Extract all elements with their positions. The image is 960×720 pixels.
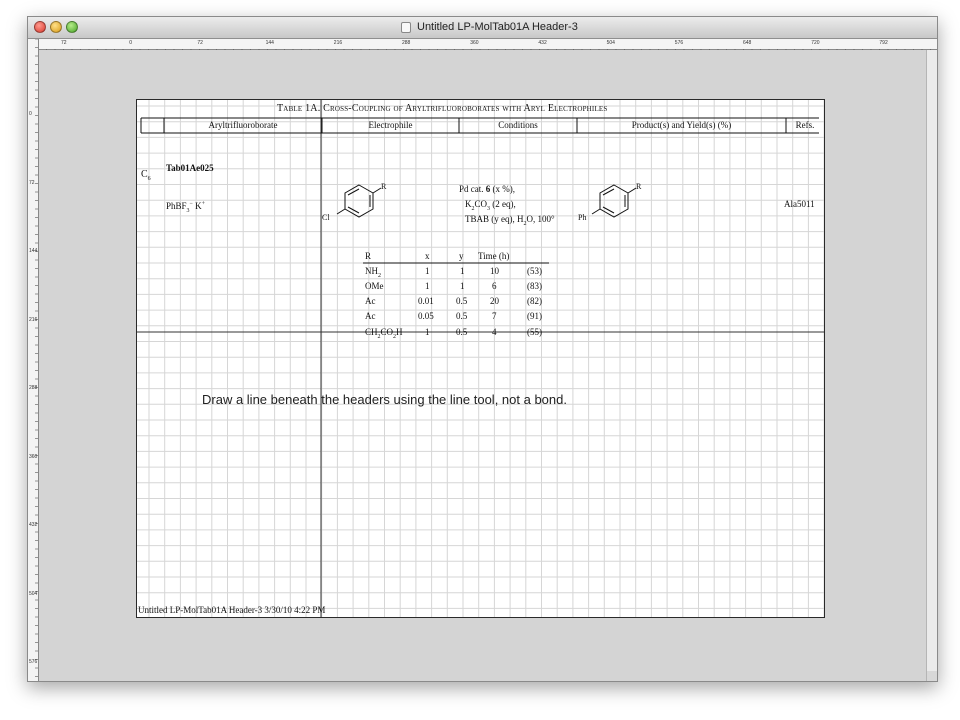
electrophile-cl-label: Cl — [322, 213, 330, 222]
results-row-1-x: 1 — [425, 266, 430, 276]
zoom-button[interactable] — [66, 21, 78, 33]
conditions-line-1-bold: 6 — [485, 184, 491, 194]
results-row-5-r-main: CH — [365, 327, 378, 337]
vertical-ruler-label: 144 — [29, 248, 38, 254]
close-button[interactable] — [34, 21, 46, 33]
results-row-2-x: 1 — [425, 281, 430, 291]
conditions-line-1-a: Pd cat. — [459, 184, 486, 194]
results-row-4-r: Ac — [365, 311, 376, 321]
table-title-rest: Cross-Coupling of Aryltrifluoroborates with Aryl Electrophiles — [323, 103, 608, 114]
results-row-5-yield: (55) — [527, 327, 542, 337]
document-window — [27, 16, 938, 682]
carbon-count-sub: 6 — [147, 176, 151, 182]
horizontal-ruler-label: 288 — [402, 40, 411, 46]
header-aryltrifluoroborate: Aryltrifluoroborate — [208, 120, 278, 130]
entry-id: Tab01Ae025 — [166, 163, 214, 173]
table-title-prefix: Table 1A. — [277, 103, 321, 114]
page[interactable] — [136, 99, 825, 618]
vertical-ruler-label: 288 — [29, 385, 38, 391]
horizontal-ruler-label: 576 — [674, 40, 684, 46]
horizontal-ruler-label: 360 — [470, 40, 479, 46]
horizontal-ruler-label: 432 — [538, 40, 547, 46]
vertical-ruler-label: 72 — [29, 179, 35, 186]
reagent-main: PhBF — [166, 201, 187, 211]
product-r-label: R — [636, 182, 642, 191]
results-row-3-r: Ac — [365, 296, 376, 306]
results-row-1-yield: (53) — [527, 266, 542, 276]
reagent-tail-sup: + — [201, 201, 206, 207]
conditions-line-2-sub2: 3 — [487, 205, 491, 212]
results-row-3-y: 0.5 — [456, 296, 468, 306]
vertical-ruler-label: 0 — [29, 111, 32, 117]
horizontal-ruler-label: 648 — [743, 40, 752, 46]
results-row-3-x: 0.01 — [418, 296, 434, 306]
reagent-sub: 3 — [186, 207, 190, 214]
vertical-scrollbar[interactable] — [926, 50, 937, 681]
results-col-x: x — [425, 251, 430, 261]
conditions-line-3-b: O, 100° — [526, 214, 555, 224]
results-row-5-r — [365, 327, 403, 342]
conditions-line-3-a: TBAB (y eq), H — [465, 214, 524, 224]
document-icon — [401, 22, 411, 33]
conditions-line-2-b: CO — [474, 199, 488, 209]
results-row-2-r: OMe — [365, 281, 384, 291]
conditions-line-2-c: (2 eq), — [490, 199, 516, 209]
results-row-1-r-main: NH — [365, 266, 378, 276]
electrophile-r-label: R — [381, 182, 387, 191]
results-row-3-time: 20 — [490, 296, 499, 306]
results-row-5-y: 0.5 — [456, 327, 468, 337]
horizontal-ruler-label: 216 — [333, 40, 343, 46]
results-row-4-x: 0.05 — [418, 311, 434, 321]
horizontal-ruler-label: 144 — [265, 40, 274, 46]
resize-grip[interactable] — [927, 671, 937, 681]
results-row-5-time: 4 — [492, 327, 497, 337]
results-row-2-yield: (83) — [527, 281, 542, 291]
horizontal-ruler-label: 72 — [61, 40, 67, 46]
title-bar[interactable] — [28, 17, 937, 39]
vertical-ruler-ticks — [28, 39, 38, 681]
horizontal-ruler — [38, 39, 937, 50]
vertical-ruler-label: 216 — [29, 316, 38, 323]
product-ph-label: Ph — [578, 213, 587, 222]
vertical-ruler-label: 360 — [29, 453, 38, 460]
horizontal-ruler-label: 0 — [129, 40, 132, 46]
horizontal-ruler-label: 720 — [811, 40, 820, 46]
horizontal-ruler-label: 792 — [879, 40, 888, 46]
instruction-text: Draw a line beneath the headers using the line tool, not a bond. — [202, 392, 567, 407]
reagent-sup: − — [189, 201, 193, 207]
carbon-count-label: C — [141, 169, 148, 180]
vertical-ruler-label: 576 — [29, 659, 38, 665]
results-row-1-r — [365, 266, 381, 281]
vertical-ruler-label: 432 — [29, 522, 38, 528]
results-col-y: y — [459, 251, 464, 261]
conditions-line-2-sub: 2 — [471, 205, 475, 212]
results-row-5-r-tail: CO — [380, 327, 394, 337]
drawing-canvas[interactable] — [39, 50, 926, 681]
header-electrophile: Electrophile — [368, 120, 413, 130]
conditions-line-2-a: K — [465, 199, 472, 209]
results-row-5-r-sub2: 2 — [393, 333, 397, 340]
results-row-2-y: 1 — [460, 281, 465, 291]
results-row-5-r-tail2: H — [396, 327, 403, 337]
reagent-tail: K — [192, 201, 202, 211]
results-row-4-y: 0.5 — [456, 311, 468, 321]
vertical-ruler — [28, 39, 39, 681]
results-row-5-x: 1 — [425, 327, 430, 337]
results-row-4-yield: (91) — [527, 311, 542, 321]
results-row-4-time: 7 — [492, 311, 497, 321]
results-col-r: R — [365, 251, 372, 261]
minimize-button[interactable] — [50, 21, 62, 33]
header-products: Product(s) and Yield(s) (%) — [631, 120, 732, 130]
horizontal-ruler-label: 504 — [606, 40, 615, 46]
reference-code: Ala5011 — [784, 199, 815, 209]
window-title: Untitled LP-MolTab01A Header-3 — [417, 21, 578, 33]
horizontal-ruler-label: 72 — [197, 40, 203, 46]
results-row-5-r-sub: 2 — [377, 333, 381, 340]
header-refs: Refs. — [795, 120, 815, 130]
results-row-1-r-sub: 2 — [378, 272, 381, 279]
conditions-line-3-sub: 2 — [523, 220, 527, 227]
results-rule — [137, 100, 825, 618]
results-row-1-time: 10 — [490, 266, 499, 276]
vertical-ruler-label: 504 — [29, 590, 38, 597]
results-row-1-y: 1 — [460, 266, 465, 276]
results-col-time: Time (h) — [478, 251, 510, 261]
results-row-3-yield: (82) — [527, 296, 542, 306]
results-row-2-time: 6 — [492, 281, 497, 291]
header-conditions: Conditions — [498, 120, 538, 130]
page-footer: Untitled LP-MolTab01A Header-3 3/30/10 4:22 PM — [138, 605, 326, 615]
conditions-line-1-b: (x %), — [490, 184, 515, 194]
